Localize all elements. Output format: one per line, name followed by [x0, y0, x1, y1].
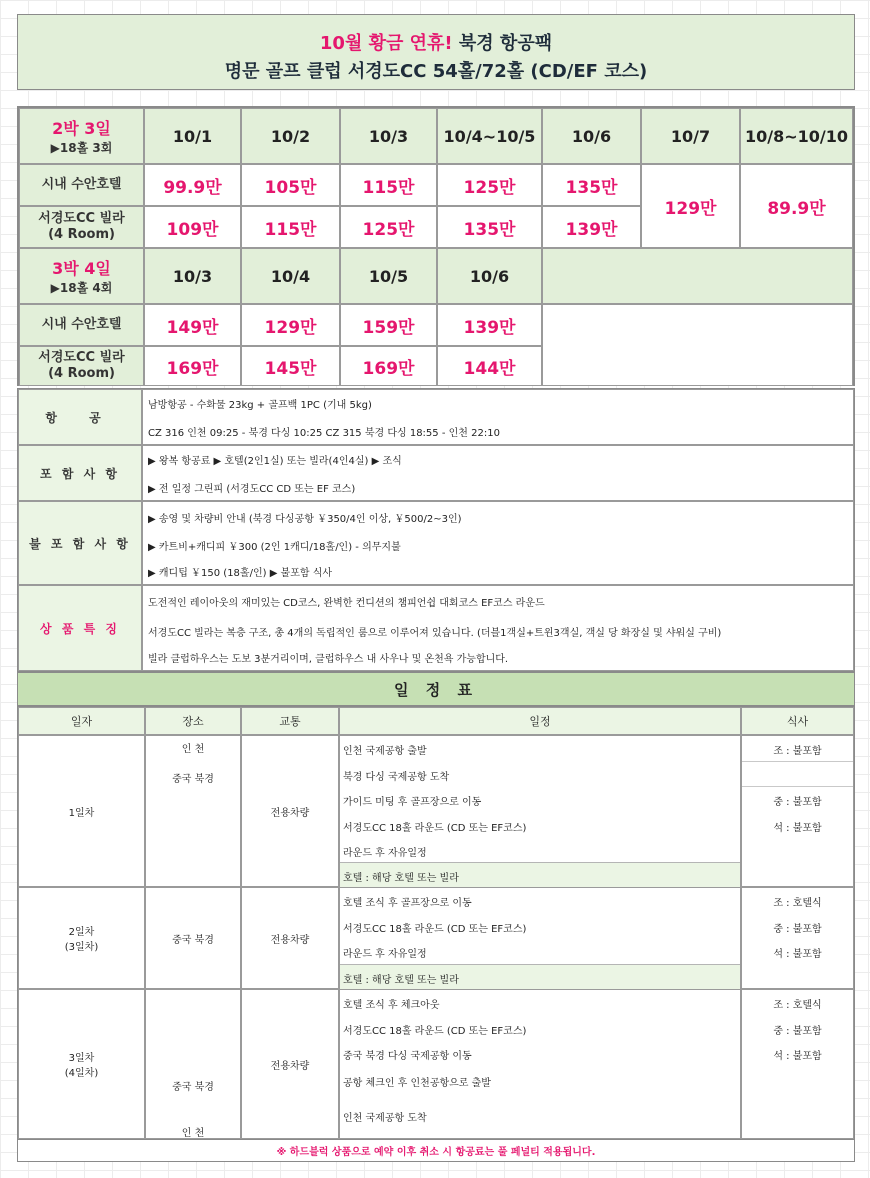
pkg4-date-3: 10/5: [340, 248, 437, 304]
pkg4-date-4: 10/6: [437, 248, 542, 304]
include-content: [142, 445, 854, 501]
flight-content: [142, 389, 854, 445]
pkg4-row2-label: [19, 346, 144, 386]
pkg4-row2-price-2: 145만: [241, 346, 340, 386]
pkg3-merged-price-2: 89.9만: [740, 164, 853, 248]
pkg4-date-1: 10/3: [144, 248, 241, 304]
pkg3-date-2: 10/2: [241, 108, 340, 164]
day3-label-b: (4일차): [64, 1068, 99, 1079]
sch-header-schedule: 일정: [339, 707, 741, 735]
flight-line-2: CZ 316 인천 09:25 - 북경 다싱 10:25 CZ 315 북경 다싱 18:55 - 인천 22:10: [148, 428, 500, 439]
day3-meal-3: 석 : 불포함: [773, 1051, 822, 1062]
day1-meals: [741, 735, 854, 887]
day2-hotel-row: [340, 964, 740, 989]
day1-item-2: 북경 다싱 국제공항 도착: [343, 772, 450, 783]
footer-note-bar: [18, 1139, 854, 1161]
feature-content: [142, 585, 854, 671]
pkg3-row1-label: 시내 수안호텔: [19, 164, 144, 206]
day1-meal-2: 중 : 불포함: [773, 797, 822, 808]
day1-transport: 전용차량: [241, 735, 339, 887]
day2-label: [18, 887, 145, 989]
pkg4-label: [19, 248, 144, 304]
pkg4-empty-area: [542, 304, 853, 386]
day1-hotel-row: [340, 862, 740, 887]
day3-label-a: 3일차: [68, 1053, 95, 1064]
day3-meal-1: 조 : 호텔식: [773, 1000, 822, 1011]
day2-item-3: 라운드 후 자유일정: [343, 949, 427, 960]
day3-item-2: 서경도CC 18홀 라운드 (CD 또는 EF코스): [343, 1026, 527, 1037]
title-highlight: 10월 황금 연휴!: [319, 33, 453, 54]
pkg3-nights: 2박 3일: [52, 119, 111, 138]
pkg3-rounds: ▶18홀 3회: [50, 141, 113, 155]
sch-header-transport: 교통: [241, 707, 339, 735]
feature-line-1: 도전적인 레이아웃의 재미있는 CD코스, 완벽한 컨디션의 챔피언쉽 대회코스 EF코스 라운드: [148, 598, 545, 609]
pkg3-row1-price-3: 115만: [340, 164, 437, 206]
pkg3-row2-price-5: 139만: [542, 206, 641, 248]
day2-label-b: (3일차): [64, 942, 99, 953]
day3-items: [339, 989, 741, 1139]
pkg4-row2-price-4: 144만: [437, 346, 542, 386]
day2-meals: [741, 887, 854, 989]
pkg3-row2-label: [19, 206, 144, 248]
day1-label: 1일차: [18, 735, 145, 887]
pkg4-row1-price-2: 129만: [241, 304, 340, 346]
day3-place: [145, 989, 241, 1139]
schedule-title: 일 정 표: [394, 680, 478, 699]
exclude-line-3: ▶ 캐디팁 ￥150 (18홀/인) ▶ 불포함 식사: [148, 568, 333, 579]
sch-header-place: 장소: [145, 707, 241, 735]
title-line1: [18, 29, 854, 55]
day1-meal-divider-2: [742, 786, 853, 787]
pkg3-row2-price-1: 109만: [144, 206, 241, 248]
title-rest: 북경 항공팩: [452, 33, 553, 54]
day1-item-5: 라운드 후 자유일정: [343, 848, 427, 859]
day1-item-6: 호텔 : 해당 호텔 또는 빌라: [343, 873, 459, 884]
day1-item-1: 인천 국제공항 출발: [343, 746, 427, 757]
pkg4-date-empty: [542, 248, 853, 304]
pkg3-date-5: 10/6: [542, 108, 641, 164]
flight-label: 항 공: [18, 389, 142, 445]
feature-line-3: 빌라 클럽하우스는 도보 3분거리이며, 클럽하우스 내 사우나 및 온천욕 가능합니다.: [148, 654, 509, 665]
pkg4-row2-price-3: 169만: [340, 346, 437, 386]
day1-place-mid: 중국 북경: [172, 774, 214, 785]
pkg3-row2-label-1: 서경도CC 빌라: [38, 211, 125, 226]
pkg3-merged-price-1: 129만: [641, 164, 740, 248]
day2-item-2: 서경도CC 18홀 라운드 (CD 또는 EF코스): [343, 924, 527, 935]
pkg3-row1-price-2: 105만: [241, 164, 340, 206]
day1-item-3: 가이드 미팅 후 골프장으로 이동: [343, 797, 482, 808]
day3-meal-2: 중 : 불포함: [773, 1026, 822, 1037]
day2-meal-1: 조 : 호텔식: [773, 898, 822, 909]
flight-line-1: 남방항공 - 수화물 23kg + 골프백 1PC (기내 5kg): [148, 400, 372, 411]
pkg3-date-7: 10/8~10/10: [740, 108, 853, 164]
pkg4-row2-label-1: 서경도CC 빌라: [38, 350, 125, 365]
pkg3-row2-label-2: (4 Room): [48, 227, 115, 242]
pkg4-nights: 3박 4일: [52, 259, 111, 278]
pkg3-row1-price-1: 99.9만: [144, 164, 241, 206]
day3-transport: 전용차량: [241, 989, 339, 1139]
day3-item-1: 호텔 조식 후 체크아웃: [343, 1000, 440, 1011]
pkg3-row1-price-5: 135만: [542, 164, 641, 206]
pkg4-row1-label: 시내 수안호텔: [19, 304, 144, 346]
day3-meals: [741, 989, 854, 1139]
day1-meal-divider-1: [742, 761, 853, 762]
day1-place: [145, 735, 241, 887]
pkg3-date-6: 10/7: [641, 108, 740, 164]
include-label: 포 함 사 항: [18, 445, 142, 501]
feature-line-2: 서경도CC 빌라는 복층 구조, 총 4개의 독립적인 룸으로 이루어져 있습니다. (더블1객실+트윈3객실, 객실 당 화장실 및 샤워실 구비): [148, 628, 722, 639]
day1-place-top: 인 천: [181, 744, 205, 755]
day3-place-bot: 인 천: [181, 1128, 205, 1139]
day3-label: [18, 989, 145, 1139]
day2-items: [339, 887, 741, 989]
feature-label: 상 품 특 징: [18, 585, 142, 671]
pkg3-date-1: 10/1: [144, 108, 241, 164]
day1-meal-1: 조 : 불포함: [773, 746, 822, 757]
day3-place-mid: 중국 북경: [172, 1082, 214, 1093]
day2-meal-2: 중 : 불포함: [773, 924, 822, 935]
title-box: [17, 14, 855, 90]
pkg4-row2-price-1: 169만: [144, 346, 241, 386]
day3-item-4: 공항 체크인 후 인천공항으로 출발: [343, 1078, 491, 1089]
day2-item-4: 호텔 : 해당 호텔 또는 빌라: [343, 975, 459, 986]
day2-item-1: 호텔 조식 후 골프장으로 이동: [343, 898, 472, 909]
exclude-content: [142, 501, 854, 585]
day2-place: 중국 북경: [145, 887, 241, 989]
day1-meal-3: 석 : 불포함: [773, 823, 822, 834]
pkg3-date-3: 10/3: [340, 108, 437, 164]
pkg3-row2-price-2: 115만: [241, 206, 340, 248]
pkg4-row2-label-2: (4 Room): [48, 366, 115, 381]
day2-label-a: 2일차: [68, 927, 95, 938]
exclude-label: 불 포 함 사 항: [18, 501, 142, 585]
pkg3-label: [19, 108, 144, 164]
pkg4-date-2: 10/4: [241, 248, 340, 304]
pkg4-row1-price-4: 139만: [437, 304, 542, 346]
schedule-title-bar: [17, 672, 855, 706]
day1-items: [339, 735, 741, 887]
include-line-2: ▶ 전 일정 그린피 (서경도CC CD 또는 EF 코스): [148, 484, 356, 495]
sch-header-day: 일자: [18, 707, 145, 735]
pkg3-row2-price-3: 125만: [340, 206, 437, 248]
pkg4-rounds: ▶18홀 4회: [50, 281, 113, 295]
pkg4-row1-price-1: 149만: [144, 304, 241, 346]
pkg3-row1-price-4: 125만: [437, 164, 542, 206]
day3-item-3: 중국 북경 다싱 국제공항 이동: [343, 1051, 472, 1062]
day3-item-5: 인천 국제공항 도착: [343, 1113, 427, 1124]
sch-header-meal: 식사: [741, 707, 854, 735]
include-line-1: ▶ 왕복 항공료 ▶ 호텔(2인1실) 또는 빌라(4인4실) ▶ 조식: [148, 456, 402, 467]
footer-note: ※ 하드블럭 상품으로 예약 이후 취소 시 항공료는 풀 페널티 적용됩니다.: [276, 1147, 596, 1158]
pkg4-row1-price-3: 159만: [340, 304, 437, 346]
pkg3-row2-price-4: 135만: [437, 206, 542, 248]
day2-transport: 전용차량: [241, 887, 339, 989]
title-line2: 명문 골프 클럽 서경도CC 54홀/72홀 (CD/EF 코스): [224, 61, 648, 82]
pkg3-date-4: 10/4~10/5: [437, 108, 542, 164]
exclude-line-2: ▶ 카트비+캐디피 ￥300 (2인 1캐디/18홀/인) - 의무지불: [148, 542, 401, 553]
exclude-line-1: ▶ 송영 및 차량비 안내 (북경 다싱공항 ￥350/4인 이상, ￥500/2~3인): [148, 514, 462, 525]
day2-meal-3: 석 : 불포함: [773, 949, 822, 960]
day1-item-4: 서경도CC 18홀 라운드 (CD 또는 EF코스): [343, 823, 527, 834]
